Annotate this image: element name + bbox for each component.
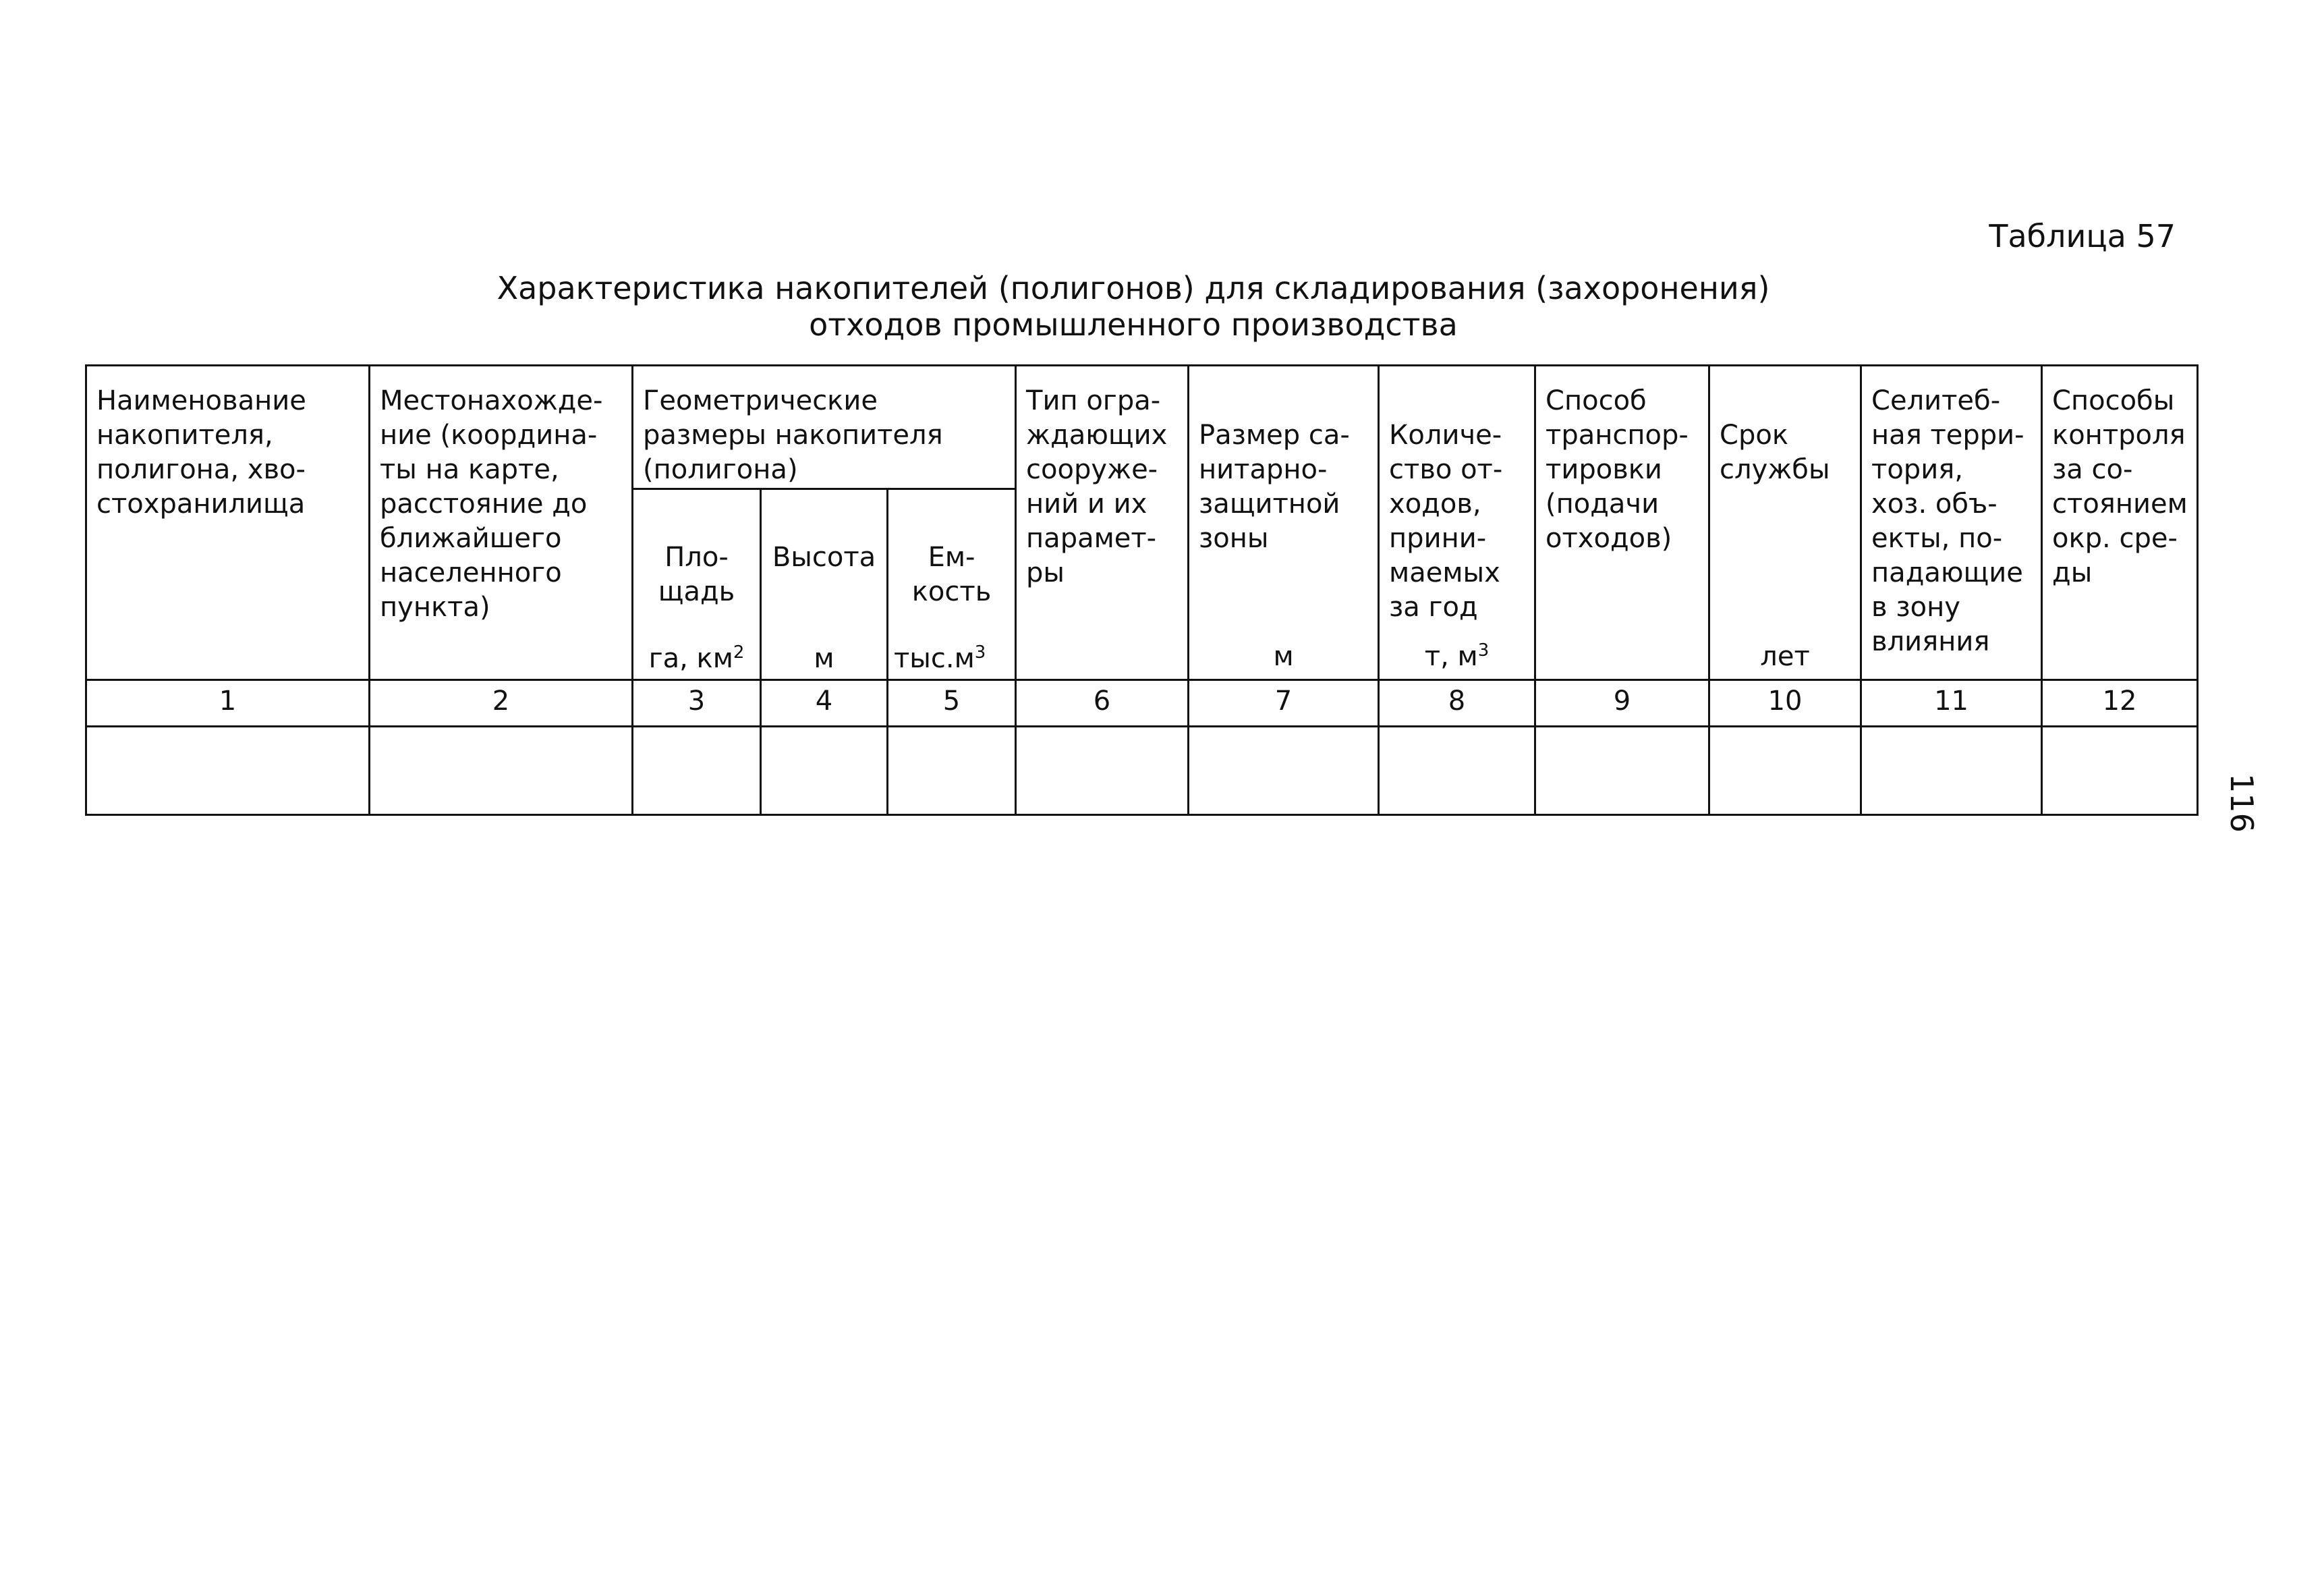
- column-number: 11: [1861, 680, 2042, 727]
- header-cell-2: [370, 366, 633, 680]
- header-waste-amount-unit-sup: 3: [1477, 640, 1490, 661]
- table-label: Таблица 57: [1989, 218, 2176, 254]
- column-number: 8: [1379, 680, 1535, 727]
- table-title-line-2: отходов промышленного производства: [809, 306, 1458, 343]
- table-title-line-1: Характеристика накопителей (полигонов) для складирования (захоронения): [497, 270, 1770, 306]
- column-number: 7: [1189, 680, 1379, 727]
- table-cell-empty: [888, 727, 1016, 815]
- subheader-area-unit-text: га, км: [648, 643, 733, 674]
- table-cell-empty: [1861, 727, 2042, 815]
- table-cell-empty: [633, 727, 761, 815]
- table-cell-empty: [370, 727, 633, 815]
- header-cell-geometry: [633, 366, 1016, 489]
- subheader-cell-4: [761, 489, 888, 680]
- header-sanitary-zone: [1189, 366, 1378, 677]
- header-cell-12: [2042, 366, 2198, 680]
- table-cell-empty: [2042, 727, 2198, 815]
- subheader-area-text: Пло- щадь: [658, 542, 735, 607]
- header-waste-amount: [1380, 366, 1534, 677]
- subheader-capacity-unit-text: тыс.м: [894, 643, 975, 674]
- column-number: 5: [888, 680, 1016, 727]
- subheader-height-unit: м: [814, 643, 834, 674]
- header-cell-8: [1379, 366, 1535, 680]
- header-row: [86, 366, 2198, 489]
- table-cell-empty: [1189, 727, 1379, 815]
- header-cell-1: [86, 366, 370, 680]
- column-number: 2: [370, 680, 633, 727]
- subheader-capacity: [888, 490, 1015, 679]
- subheader-capacity-text: Ем- кость: [911, 542, 992, 607]
- header-cell-11: [1861, 366, 2042, 680]
- header-fencing-type: Тип огра- ждающих сооруже- ний и их парамет- ры: [1026, 385, 1168, 588]
- column-number: 6: [1016, 680, 1189, 727]
- table-title: [324, 270, 1943, 343]
- header-residential-area: Селитеб- ная терри- тория, хоз. объ- екты, по- падающие в зону влияния: [1871, 385, 2024, 657]
- column-number: 1: [86, 680, 370, 727]
- header-cell-10: [1709, 366, 1861, 680]
- header-waste-amount-unit: [1380, 640, 1534, 674]
- header-waste-amount-unit-text: т, м: [1424, 641, 1478, 672]
- column-number: 3: [633, 680, 761, 727]
- header-cell-9: [1535, 366, 1709, 680]
- table-cell-empty: [1016, 727, 1189, 815]
- table-cell-empty: [1535, 727, 1709, 815]
- column-number: 9: [1535, 680, 1709, 727]
- table-cell-empty: [761, 727, 888, 815]
- subheader-cell-5: [888, 489, 1016, 680]
- column-number: 12: [2042, 680, 2198, 727]
- header-waste-amount-text: Количе- ство от- ходов, прини- маемых за год: [1389, 420, 1503, 623]
- header-name: Наименование накопителя, полигона, хво- стохранилища: [96, 385, 306, 520]
- header-geometry: Геометрические размеры накопителя (полигона): [643, 385, 943, 485]
- table-cell-empty: [86, 727, 370, 815]
- column-number: 4: [761, 680, 888, 727]
- page-number: 116: [2223, 773, 2260, 833]
- subheader-area-unit-sup: 2: [733, 642, 745, 663]
- subheader-height: [762, 490, 886, 679]
- column-number: 10: [1709, 680, 1861, 727]
- table-cell-empty: [1379, 727, 1535, 815]
- subheader-cell-3: [633, 489, 761, 680]
- subheader-area: [633, 490, 760, 679]
- empty-data-row: [86, 727, 2198, 815]
- header-sanitary-zone-unit: м: [1273, 641, 1294, 672]
- waste-storage-table: [85, 364, 2199, 816]
- subheader-height-text: Высота: [772, 542, 876, 573]
- header-control-methods: Способы контроля за со- стоянием окр. сре- ды: [2052, 385, 2188, 588]
- header-location: Местонахожде- ние (координа- ты на карте, расстояние до ближайшего населенного пункта): [380, 385, 603, 623]
- header-service-life-unit: лет: [1760, 641, 1810, 672]
- header-cell-6: [1016, 366, 1189, 680]
- header-service-life-text: Срок службы: [1720, 420, 1830, 485]
- header-transport-method: Способ транспор- тировки (подачи отходов): [1546, 385, 1689, 554]
- header-cell-7: [1189, 366, 1379, 680]
- table-cell-empty: [1709, 727, 1861, 815]
- subheader-capacity-unit-sup: 3: [974, 642, 986, 663]
- subheader-capacity-unit: [888, 642, 1015, 676]
- header-service-life: [1710, 366, 1860, 677]
- subheader-area-unit: [633, 642, 760, 676]
- header-sanitary-zone-text: Размер са- нитарно- защитной зоны: [1199, 420, 1350, 554]
- column-number-row: [86, 680, 2198, 727]
